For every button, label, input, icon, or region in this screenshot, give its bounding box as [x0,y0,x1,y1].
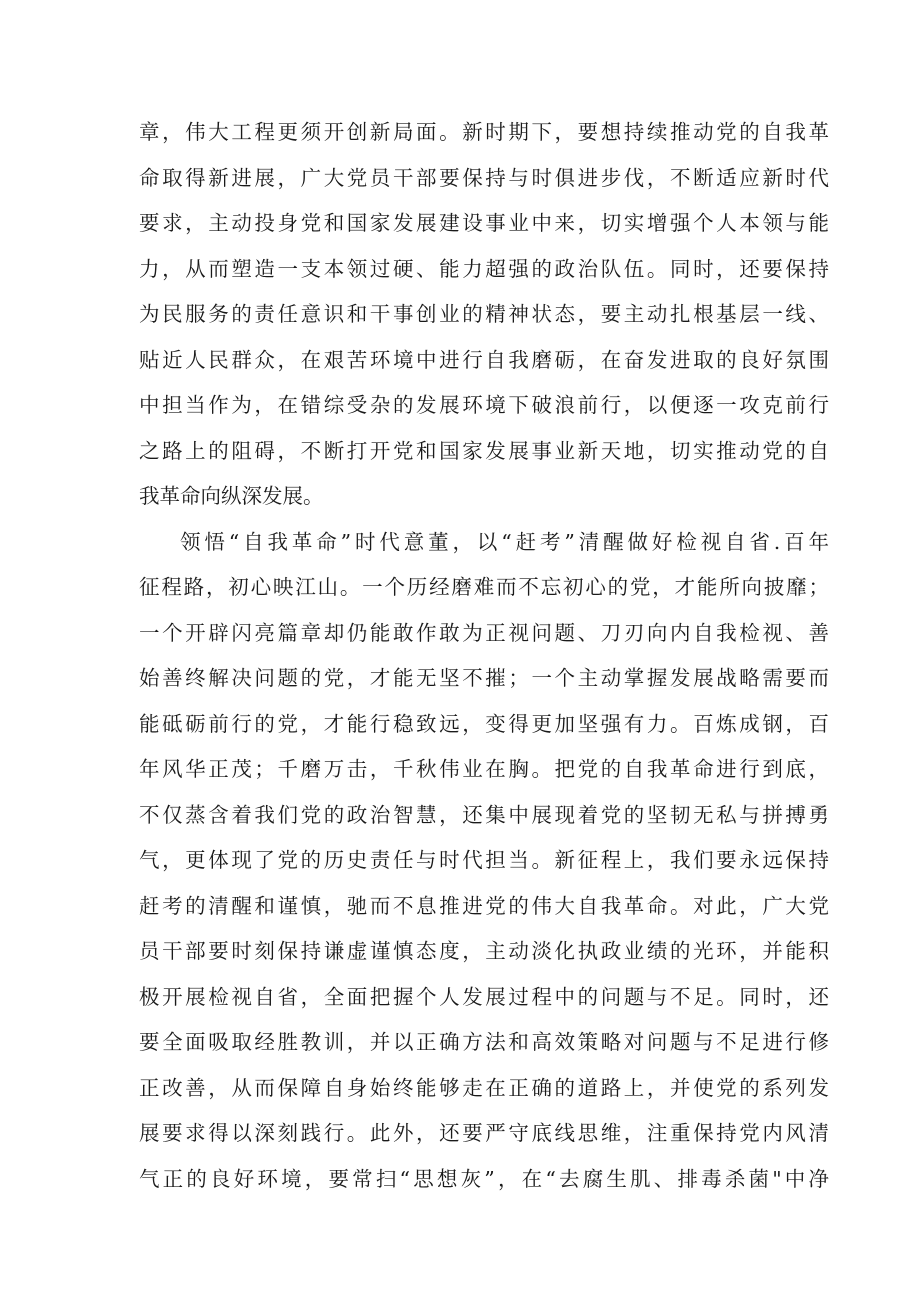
text-line: 我革命向纵深发展。 [139,484,324,508]
text-line: 要全面吸取经胜教训，并以正确方法和高效策略对问题与不足进行修 [139,1030,829,1054]
text-line: 能砥砺前行的党，才能行稳致远，变得更加坚强有力。百炼成钢，百 [139,711,829,736]
text-line: 领悟“自我革命”时代意董，以“赶考”清醒做好检视自省.百年 [180,529,829,554]
body-text [139,110,829,1202]
text-line: 展要求得以深刻践行。此外，还要严守底线思维，注重保持党内风清 [139,1121,829,1145]
text-line: 命取得新进展，广大党员干部要保持与时俱进步伐，不断适应新时代 [139,165,829,190]
text-line: 征程路，初心映江山。一个历经磨难而不忘初心的党，才能所向披靡； [139,575,829,599]
text-line: 气正的良好环境，要常扫“思想灰”，在“去腐生肌、排毒杀菌"中净 [139,1166,829,1191]
text-line: 始善终解决问题的党，才能无坚不摧；一个主动掌握发展战略需要而 [139,666,829,690]
text-line: 正改善，从而保障自身始终能够走在正确的道路上，并使党的系列发 [139,1075,829,1100]
text-line: 极开展检视自省，全面把握个人发展过程中的问题与不足。同时，还 [139,984,829,1009]
text-line: 不仅蒸含着我们党的政治智慧，还集中展现着党的坚韧无私与拼搏勇 [139,802,829,827]
text-line: 要求，主动投身党和国家发展建设事业中来，切实增强个人本领与能 [139,211,829,235]
text-line: 气，更体现了党的历史责任与时代担当。新征程上，我们要永远保持 [139,848,829,872]
text-line: 章，伟大工程更须开创新局面。新时期下，要想持续推动党的自我革 [139,120,829,144]
text-line: 为民服务的责任意识和干事创业的精神状态，要主动扎根基层一线、 [139,302,829,326]
text-line: 中担当作为，在错综受杂的发展环境下破浪前行，以便逐一攻克前行 [139,393,829,417]
text-line: 年风华正茂；千磨万击，千秋伟业在胸。把党的自我革命进行到底， [139,757,829,781]
text-line: 员干部要时刻保持谦虚谨慎态度，主动淡化执政业绩的光环，并能积 [139,939,829,963]
paragraph-2 [139,520,829,1203]
text-line: 力，从而塑造一支本领过硬、能力超强的政治队伍。同时，还要保持 [139,256,829,281]
text-line: 之路上的阻碍，不断打开党和国家发展事业新天地，切实推动党的自 [139,438,829,463]
text-line: 一个开辟闪亮篇章却仍能敢作敢为正视问题、刀刃向内自我检视、善 [139,620,829,645]
text-line: 贴近人民群众，在艰苦环境中进行自我磨砺，在奋发进取的良好氛围 [139,347,829,372]
paragraph-1 [139,110,829,520]
text-line: 赶考的清醒和谨慎，驰而不息推进党的伟大自我革命。对此，广大党 [139,893,829,918]
